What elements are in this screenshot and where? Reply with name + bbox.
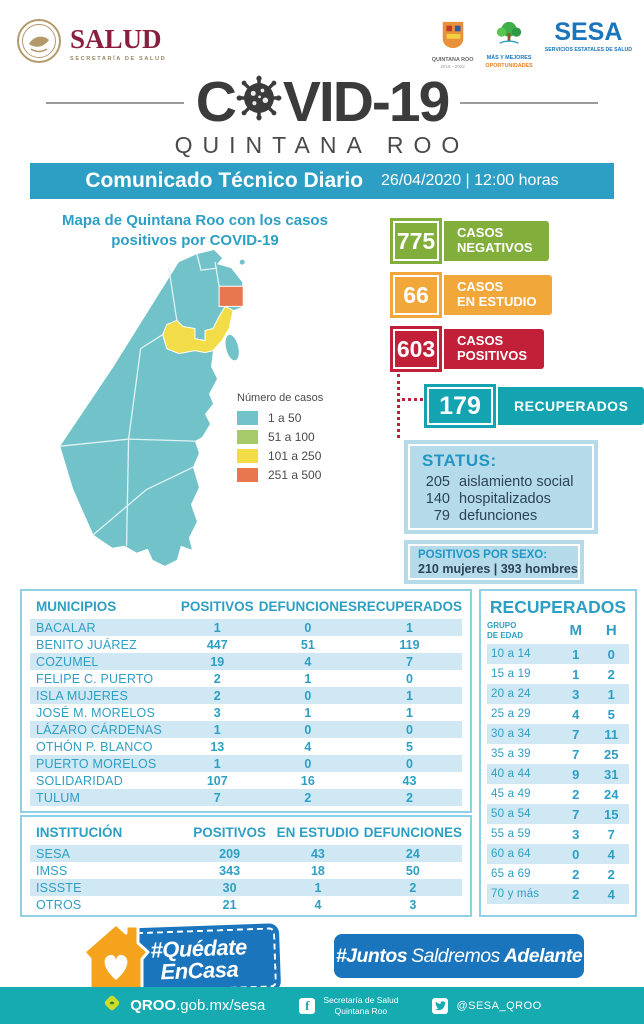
stat-casos-en-estudio: 66 CASOS EN ESTUDIO (390, 272, 552, 318)
quedate-en-casa-badge: #Quédate EnCasa (117, 923, 281, 997)
recuperados-por-edad-table (479, 589, 637, 917)
table-row: ISSSTE 30 1 2 (30, 879, 462, 896)
table-row: 45 a 49 2 24 (491, 786, 619, 802)
table-row: OTHÓN P. BLANCO 13 4 5 (36, 739, 413, 754)
covid-title: C VID-19 (0, 74, 644, 131)
legend-swatch (237, 411, 258, 425)
legend-item: 51 a 100 (237, 430, 357, 444)
status-item: 79 defunciones (433, 508, 538, 524)
header-logos (432, 20, 632, 69)
salud-subtitle: SECRETARÍA DE SALUD (70, 55, 167, 62)
stat-value: 66 (393, 275, 439, 315)
table-row: 50 a 54 7 15 (487, 804, 629, 824)
juntos-saldremos-adelante-badge: #Juntos Saldremos Adelante (334, 934, 584, 978)
legend-title: Número de casos (237, 392, 324, 404)
salud-wordmark: SALUD (70, 23, 162, 54)
banner-datetime: 26/04/2020 | 12:00 horas (381, 172, 559, 189)
table-header-row: MUNICIPIOS POSITIVOS DEFUNCIONES RECUPERADOS (36, 599, 462, 614)
map-legend (237, 392, 357, 487)
table-row: 20 a 24 3 1 (487, 684, 629, 704)
sesa-logo: SESA SERVICIOS ESTATALES DE SALUD (544, 18, 632, 53)
quintana-roo-coat-logo: QUINTANA ROO 2016 - 2022 (432, 20, 474, 69)
table-row: OTROS 21 4 3 (36, 897, 417, 912)
footer-website-link[interactable]: QROO.gob.mx/sesa (102, 993, 265, 1018)
table-row: 10 a 14 1 0 (487, 644, 629, 664)
table-row: 25 a 29 4 5 (491, 706, 615, 722)
table-header-row: INSTITUCIÓN POSITIVOS EN ESTUDIO DEFUNCIONES (36, 825, 462, 840)
table-row: PUERTO MORELOS 1 0 0 (30, 755, 462, 772)
salud-logo (16, 18, 166, 69)
table-header-row: GRUPO DE EDAD M H (487, 621, 617, 640)
map-title: Mapa de Quintana Roo con los casos positivos por COVID-19 (62, 212, 328, 249)
qroo-diamond-icon (102, 993, 122, 1018)
facebook-icon: f (299, 998, 315, 1014)
table-row: 40 a 44 9 31 (487, 764, 629, 784)
status-item: 205 aislamiento social (425, 474, 574, 490)
legend-item: 1 a 50 (237, 411, 357, 425)
oportunidades-logo: MÁS Y MEJORES OPORTUNIDADES (485, 20, 532, 69)
table-row: TULUM 7 2 2 (30, 789, 462, 806)
municipios-table (20, 589, 472, 813)
table-row: SESA 209 43 24 (30, 845, 462, 862)
table-row: LÁZARO CÁRDENAS 1 0 0 (30, 721, 462, 738)
stat-casos-positivos: 603 CASOS POSITIVOS (390, 326, 544, 372)
table-row: IMSS 343 18 50 (36, 863, 420, 878)
table-row: 65 a 69 2 2 (491, 866, 615, 882)
stat-value: 179 (427, 387, 493, 425)
sexo-title: POSITIVOS POR SEXO: (418, 549, 548, 561)
stat-casos-negativos: 775 CASOS NEGATIVOS (390, 218, 549, 264)
tree-icon (493, 35, 525, 52)
title-rule-right (460, 102, 598, 104)
table-row: JOSÉ M. MORELOS 3 1 1 (36, 705, 413, 720)
table-row: 70 y más 2 4 (487, 884, 629, 904)
legend-swatch (237, 449, 258, 463)
coronavirus-icon (236, 74, 282, 131)
table-row: SOLIDARIDAD 107 16 43 (36, 773, 417, 788)
table-row: 55 a 59 3 7 (491, 826, 615, 842)
title-rule-left (46, 102, 184, 104)
stat-value: 603 (393, 329, 439, 369)
footer-twitter-link[interactable]: @SESA_QROO (432, 998, 541, 1014)
dotted-connector-horizontal (402, 398, 423, 401)
table-row: ISLA MUJERES 2 0 1 (30, 687, 462, 704)
table-row: COZUMEL 19 4 7 (30, 653, 462, 670)
banner-title: Comunicado Técnico Diario (85, 169, 364, 192)
footer-facebook-link[interactable]: f Secretaría de Salud Quintana Roo (299, 995, 398, 1016)
stat-recuperados: 179 RECUPERADOS (424, 384, 644, 428)
status-panel (404, 440, 598, 534)
legend-item: 251 a 500 (237, 468, 357, 482)
footer-bar (0, 987, 644, 1024)
sexo-values: 210 mujeres | 393 hombres (418, 562, 578, 576)
table-row: 30 a 34 7 11 (487, 724, 629, 744)
salud-seal-icon (16, 18, 62, 69)
legend-swatch (237, 430, 258, 444)
region-title: QUINTANA ROO (174, 132, 470, 158)
status-item: 140 hospitalizados (425, 491, 551, 507)
stat-value: 775 (393, 221, 439, 261)
legend-swatch (237, 468, 258, 482)
legend-item: 101 a 250 (237, 449, 357, 463)
table-row: BACALAR 1 0 1 (30, 619, 462, 636)
twitter-icon (432, 998, 448, 1014)
status-title: STATUS: (422, 451, 497, 470)
table-row: 15 a 19 1 2 (491, 666, 615, 682)
table-row: 35 a 39 7 25 (491, 746, 619, 762)
table-row: BENITO JUÁREZ 447 51 119 (36, 637, 420, 652)
banner (30, 163, 614, 199)
positivos-por-sexo-panel (404, 540, 584, 584)
institucion-table (20, 815, 472, 917)
table-row: 60 a 64 0 4 (487, 844, 629, 864)
dotted-connector-vertical (397, 374, 400, 438)
table-row: FELIPE C. PUERTO 2 1 0 (36, 671, 413, 686)
recuperados-title: RECUPERADOS (489, 597, 627, 617)
quintana-roo-coat-icon (439, 37, 467, 54)
